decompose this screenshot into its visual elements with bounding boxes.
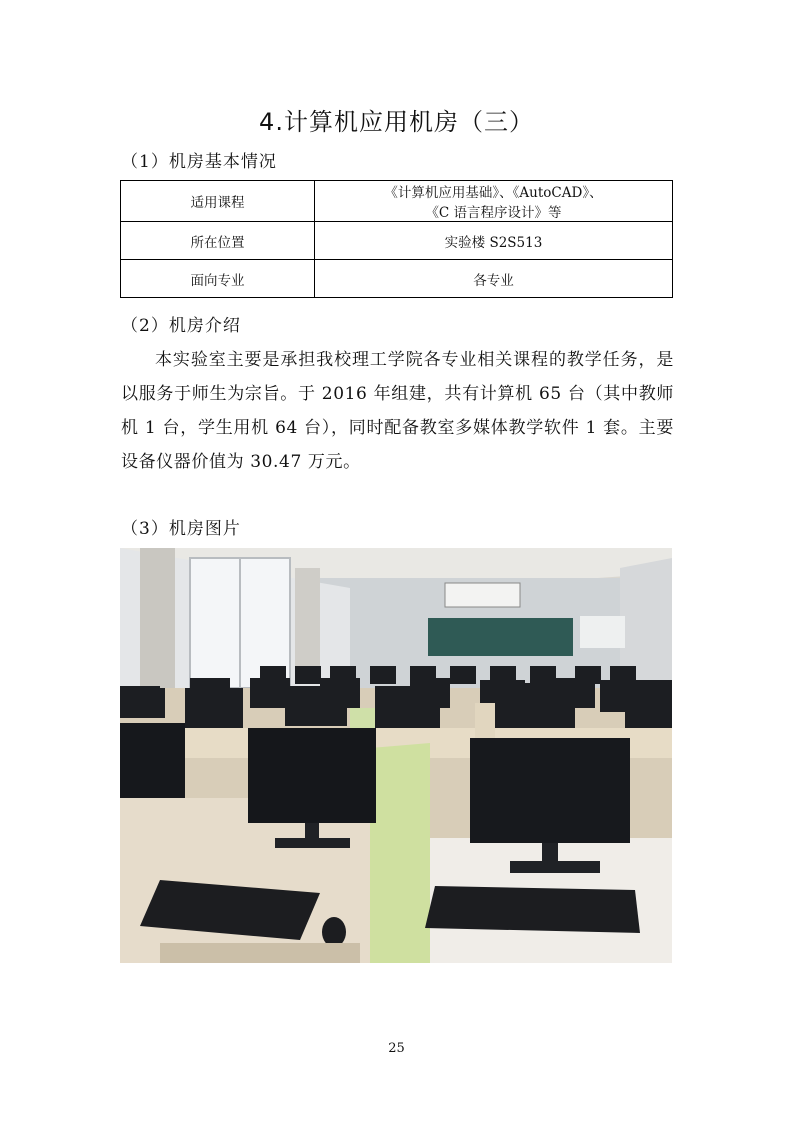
table-value-majors: 各专业: [315, 260, 673, 298]
table-value-courses: [315, 181, 673, 222]
table-row: [121, 260, 673, 298]
section-heading-basic-info: （1）机房基本情况: [121, 152, 277, 172]
page-title: 4.计算机应用机房（三）: [259, 108, 534, 136]
table-row: [121, 181, 673, 222]
table-value-courses-line2: 《C 语言程序设计》等: [425, 205, 562, 221]
table-key-majors: 面向专业: [121, 260, 315, 298]
table-key-courses: 适用课程: [121, 181, 315, 222]
page-number: 25: [388, 1041, 405, 1056]
section-heading-photo: （3）机房图片: [121, 519, 241, 539]
introduction-paragraph: 本实验室主要是承担我校理工学院各专业相关课程的教学任务，是以服务于师生为宗旨。于 2016 年组建，共有计算机 65 台（其中教师机 1 台，学生用机 64 台），同时配备教室多媒体教学软件 1 套。主要设备仪器价值为 30.47 万元。: [121, 350, 674, 472]
computer-lab-illustration: [120, 548, 672, 963]
table-row: [121, 222, 673, 260]
table-value-courses-line1: 《计算机应用基础》、《AutoCAD》、: [384, 185, 603, 201]
computer-lab-photo: [120, 548, 672, 963]
info-table: [120, 180, 673, 298]
table-value-location: 实验楼 S2S513: [315, 222, 673, 260]
table-key-location: 所在位置: [121, 222, 315, 260]
section-heading-introduction: （2）机房介绍: [121, 316, 241, 336]
